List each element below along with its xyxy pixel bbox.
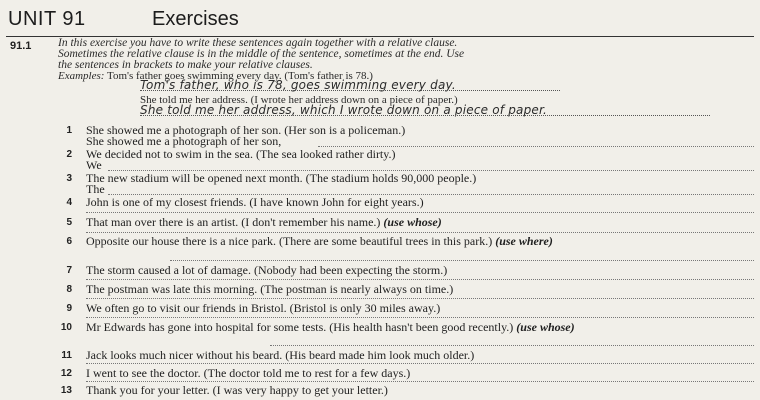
answer-line[interactable]: [86, 363, 754, 364]
answer-line[interactable]: [86, 212, 754, 213]
answer-start: The: [86, 182, 105, 196]
instruction-line: the sentences in brackets to make your relative clauses.: [58, 59, 313, 71]
item-text: [86, 236, 748, 247]
item-text: We often go to visit our friends in Bristol. (Bristol is only 30 miles away.): [86, 301, 441, 315]
unit-label: UNIT 91: [8, 8, 86, 30]
item-number: 10: [60, 322, 72, 333]
item-text: The new stadium will be opened next month. (The stadium holds 90,000 people.): [86, 171, 477, 185]
item-number: 8: [66, 284, 72, 295]
item-sentence: Opposite our house there is a nice park. (There are some beautiful trees in this park.): [86, 234, 493, 248]
answer-line[interactable]: [86, 279, 754, 280]
answer-line: [140, 90, 560, 91]
item-hint: (use whose): [516, 320, 575, 334]
item-number: 13: [60, 385, 72, 396]
answer-line: [140, 115, 710, 116]
answer-line[interactable]: [270, 345, 754, 346]
example-2: She told me her address. (I wrote her address down on a piece of paper.): [140, 94, 458, 106]
item-text: John is one of my closest friends. (I have known John for eight years.): [86, 195, 424, 209]
item-number: 4: [66, 197, 72, 208]
item-text: The postman was late this morning. (The postman is nearly always on time.): [86, 282, 454, 296]
item-sentence: That man over there is an artist. (I don't remember his name.): [86, 215, 381, 229]
examples-label: Examples:: [58, 70, 105, 82]
answer-line[interactable]: [86, 317, 754, 318]
answer-line[interactable]: [86, 381, 754, 382]
item-number: 2: [66, 149, 72, 160]
unit-header: [6, 6, 754, 37]
answer-line[interactable]: [86, 298, 754, 299]
item-text: [86, 217, 748, 228]
answer-start: She showed me a photograph of her son,: [86, 134, 282, 148]
answer-line[interactable]: [86, 232, 754, 233]
exercise-number: 91.1: [10, 40, 32, 52]
page-title: Exercises: [152, 8, 239, 30]
item-hint: (use whose): [383, 215, 442, 229]
item-number: 1: [66, 125, 72, 136]
item-number: 7: [66, 265, 72, 276]
item-number: 9: [66, 303, 72, 314]
example-answer: She told me her address, which I wrote down on a piece of paper.: [140, 103, 548, 117]
item-hint: (use where): [495, 234, 553, 248]
example-answer: Tom's father, who is 78, goes swimming every day.: [140, 78, 456, 92]
item-text: We decided not to swim in the sea. (The sea looked rather dirty.): [86, 147, 396, 161]
item-sentence: Mr Edwards has gone into hospital for some tests. (His health hasn't been good recently.): [86, 320, 514, 334]
item-text: [86, 322, 748, 333]
item-number: 6: [66, 236, 72, 247]
instruction-line: Sometimes the relative clause is in the middle of the sentence, sometimes at the end. Use: [58, 48, 465, 60]
item-number: 11: [61, 350, 72, 361]
example-prompt: Tom's father goes swimming every day. (Tom's father is 78.): [107, 70, 373, 82]
item-number: 12: [60, 368, 72, 379]
item-text: Thank you for your letter. (I was very happy to get your letter.): [86, 383, 388, 397]
item-text: I went to see the doctor. (The doctor told me to rest for a few days.): [86, 366, 411, 380]
answer-start: We: [86, 158, 102, 172]
item-number: 5: [66, 217, 72, 228]
item-text: Jack looks much nicer without his beard. (His beard made him look much older.): [86, 348, 475, 362]
item-text: The storm caused a lot of damage. (Nobody had been expecting the storm.): [86, 263, 448, 277]
instruction-line: In this exercise you have to write these sentences again together with a relative clause.: [58, 37, 458, 49]
item-text: She showed me a photograph of her son. (Her son is a policeman.): [86, 123, 406, 137]
instructions: [58, 38, 748, 71]
item-number: 3: [66, 173, 72, 184]
answer-line[interactable]: [170, 260, 754, 261]
